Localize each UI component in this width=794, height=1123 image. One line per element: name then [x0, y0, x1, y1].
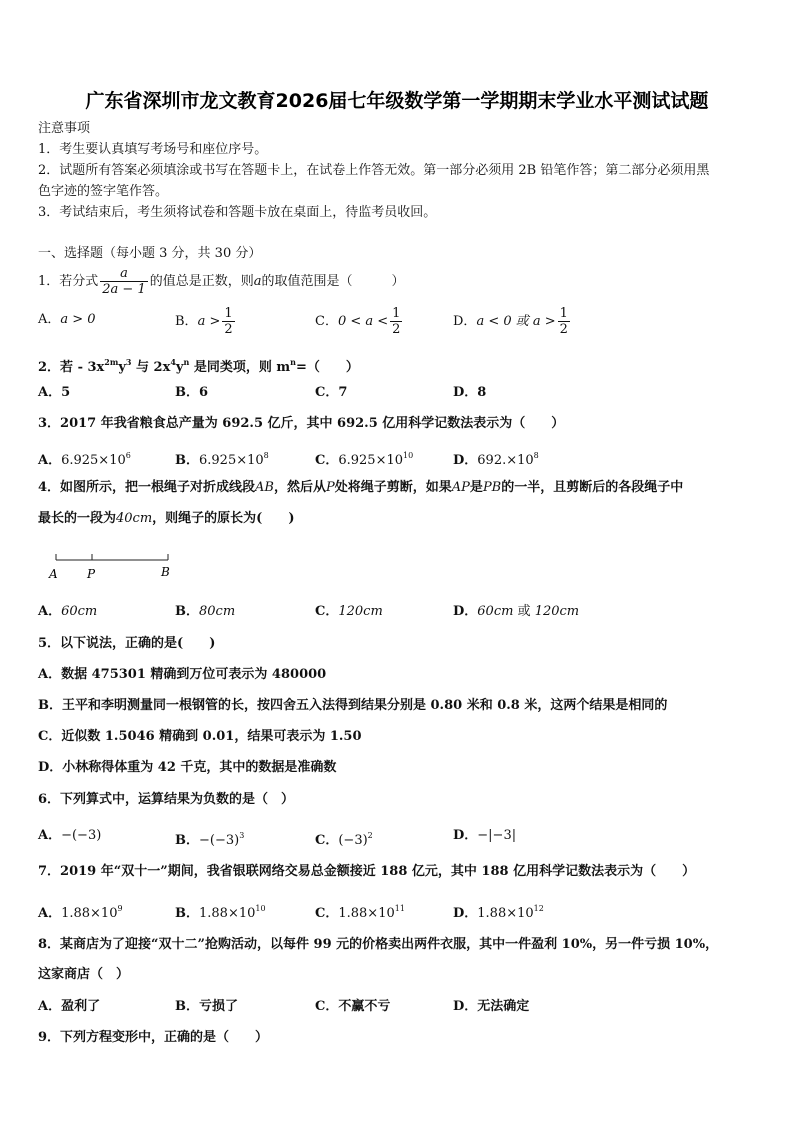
q7-option-a [38, 901, 123, 922]
q3-b-base: 6.925×10 [199, 453, 264, 468]
q6-d-text: −|−3| [477, 828, 517, 843]
q2-text-mid-3: y [175, 360, 184, 375]
q7-c-base: 1.88×10 [338, 906, 395, 921]
question-9: 9．下列方程变形中，正确的是（ ） [38, 1030, 269, 1045]
q7-c-exp: 11 [394, 904, 405, 913]
q7-b-exp: 10 [255, 904, 266, 913]
q7-b-base: 1.88×10 [199, 906, 256, 921]
q6-a-text: −(−3) [61, 828, 102, 843]
q4-d-label: D． [453, 604, 478, 619]
q5-option-b: B．王平和李明测量同一根钢管的长，按四舍五入法得到结果分别是 0.80 米和 0.8 米，这两个结果是相同的 [38, 698, 668, 713]
q2-text-mid-2: 与 2x [131, 360, 171, 375]
q1-mid: 的值总是正数，则 [149, 274, 254, 289]
q6-c-text: (−3) [338, 833, 368, 848]
q1-b-label: B． [175, 314, 198, 329]
q4-ap: AP [451, 480, 470, 495]
q7-a-label: A． [38, 906, 62, 921]
q5-option-d: D．小林称得体重为 42 千克，其中的数据是准确数 [38, 760, 337, 775]
q1-c-num: 1 [392, 306, 401, 321]
q3-option-b [175, 448, 269, 469]
q4-option-b [175, 604, 235, 620]
q1-c-fraction [390, 306, 402, 337]
q4-label-b: B [161, 565, 170, 579]
q4-line1-pre: 4．如图所示，把一根绳子对折成线段 [38, 480, 256, 495]
q3-option-a [38, 448, 131, 469]
q4-b-label: B． [175, 604, 199, 619]
q3-a-label: A． [38, 453, 62, 468]
q2-option-a: A．5 [38, 385, 71, 400]
q1-d-pre: a < 0 或 a > [476, 314, 556, 329]
q2-sup-4: n [183, 357, 190, 367]
q1-d-num: 1 [559, 306, 568, 321]
q3-b-label: B． [175, 453, 199, 468]
q4-d-text-2: 120cm [534, 604, 580, 619]
q4-d-or: 或 [513, 604, 535, 619]
q4-d-text-1: 60cm [477, 604, 514, 619]
q3-c-label: C． [315, 453, 339, 468]
q1-b-num: 1 [224, 306, 233, 321]
q4-label-p: P [87, 567, 96, 581]
q5-option-a: A．数据 475301 精确到万位可表示为 480000 [38, 667, 327, 682]
q6-d-label: D． [453, 828, 478, 843]
q2-text-pre: 2．若 - 3x [38, 360, 105, 375]
q2-text-end: =（ ） [295, 360, 359, 375]
q2-option-d: D．8 [453, 385, 487, 400]
q4-figure [44, 546, 184, 582]
q2-option-b: B．6 [175, 385, 209, 400]
q4-line2-end: ，则绳子的原长为( ) [152, 511, 295, 526]
q4-ab: AB [255, 480, 274, 495]
q1-prefix: 1．若分式 [38, 274, 99, 289]
q7-option-b [175, 901, 266, 922]
q1-option-d [453, 306, 572, 337]
q3-d-label: D． [453, 453, 478, 468]
q1-c-pre: 0 < a < [337, 314, 389, 329]
question-4-line-1 [38, 480, 683, 496]
q3-c-base: 6.925×10 [338, 453, 404, 468]
q3-b-exp: 8 [263, 451, 269, 460]
q1-d-fraction [558, 306, 570, 337]
q7-d-exp: 12 [533, 904, 544, 913]
q2-option-c: C．7 [315, 385, 348, 400]
q3-a-base: 6.925×10 [61, 453, 126, 468]
q2-text-mid-1: y [118, 360, 126, 375]
q1-frac-num: a [100, 266, 147, 282]
note-1: 1．考生要认真填写考场号和座位序号。 [38, 142, 268, 157]
q2-sup-2: 3 [125, 357, 132, 367]
q4-line1-mid2: 处将绳子剪断，如果 [334, 480, 452, 495]
q4-c-label: C． [315, 604, 339, 619]
q6-a-label: A． [38, 828, 62, 843]
section-heading: 一、选择题（每小题 3 分，共 30 分） [38, 246, 262, 261]
q8-option-a: A．盈利了 [38, 999, 101, 1014]
q2-sup-3: 4 [170, 357, 176, 367]
q1-d-den: 2 [559, 322, 568, 337]
q6-b-exp: 3 [239, 831, 245, 840]
q7-d-label: D． [453, 906, 478, 921]
q6-b-label: B． [175, 833, 199, 848]
q1-d-label: D． [453, 314, 477, 329]
question-8-line-1: 8．某商店为了迎接“双十二”抢购活动，以每件 99 元的价格卖出两件衣服，其中一件盈利 10%，另一件亏损 10%， [38, 937, 719, 952]
question-8-line-2: 这家商店（ ） [38, 967, 130, 982]
q4-b-text: 80cm [199, 604, 236, 619]
question-5: 5．以下说法，正确的是( ) [38, 636, 216, 651]
question-6: 6．下列算式中，运算结果为负数的是（ ） [38, 792, 295, 807]
q4-c-text: 120cm [338, 604, 383, 619]
q4-p: P [326, 480, 335, 495]
q4-line1-end: 的一半，且剪断后的各段绳子中 [501, 480, 684, 495]
q4-pb: PB [482, 480, 502, 495]
q8-option-c: C．不赢不亏 [315, 999, 391, 1014]
q1-suffix: 的取值范围是（ ） [261, 274, 405, 289]
q7-d-base: 1.88×10 [477, 906, 534, 921]
q1-b-pre: a > [197, 314, 221, 329]
question-2 [38, 354, 359, 376]
q1-option-c [315, 306, 404, 337]
notes-heading: 注意事项 [38, 121, 91, 136]
q1-fraction [100, 266, 147, 297]
q6-c-label: C． [315, 833, 339, 848]
q4-line1-mid3: 是 [469, 480, 483, 495]
question-4-line-2 [38, 511, 294, 527]
note-2-line-2: 色字迹的签字笔作答。 [38, 184, 169, 199]
q3-d-base: 692.×10 [477, 453, 534, 468]
q4-option-a [38, 604, 97, 620]
q1-c-den: 2 [392, 322, 401, 337]
q1-option-a [38, 312, 96, 328]
q6-option-b [175, 828, 244, 849]
note-2-line-1: 2．试题所有答案必须填涂或书写在答题卡上，在试卷上作答无效。第一部分必须用 2B 铅笔作答；第二部分必须用黑 [38, 163, 710, 178]
q3-c-exp: 10 [403, 451, 414, 460]
q1-b-fraction [222, 306, 234, 337]
q3-a-exp: 6 [125, 451, 131, 460]
q4-len: 40cm [116, 511, 153, 526]
q2-text-mid-4: 是同类项，则 m [189, 360, 291, 375]
q4-option-c [315, 604, 383, 620]
q1-c-label: C． [315, 314, 338, 329]
q8-option-b: B．亏损了 [175, 999, 238, 1014]
q7-option-c [315, 901, 405, 922]
note-3: 3．考试结束后，考生须将试卷和答题卡放在桌面上，待监考员收回。 [38, 205, 437, 220]
q6-option-c [315, 828, 373, 849]
q5-option-c: C．近似数 1.5046 精确到 0.01，结果可表示为 1.50 [38, 729, 362, 744]
q7-a-base: 1.88×10 [61, 906, 118, 921]
q1-b-den: 2 [224, 322, 233, 337]
q6-option-a [38, 828, 101, 844]
q4-label-a: A [49, 567, 58, 581]
q3-option-d [453, 448, 539, 469]
q1-var: a [253, 274, 262, 289]
q7-option-d [453, 901, 544, 922]
q1-frac-den: 2a − 1 [102, 282, 146, 297]
q1-a-text: a > 0 [60, 312, 96, 327]
question-7: 7．2019 年“双十一”期间，我省银联网络交易总金额接近 188 亿元，其中 188 亿用科学记数法表示为（ ） [38, 864, 696, 879]
q6-b-text: −(−3) [199, 833, 240, 848]
q7-a-exp: 9 [117, 904, 123, 913]
question-3: 3．2017 年我省粮食总产量为 692.5 亿斤，其中 692.5 亿用科学记数法表示为（ ） [38, 416, 565, 431]
q2-sup-1: 2m [104, 357, 119, 367]
q8-option-d: D．无法确定 [453, 999, 530, 1014]
q4-line1-mid1: ，然后从 [274, 480, 327, 495]
q3-option-c [315, 448, 413, 469]
q1-a-label: A． [38, 312, 61, 327]
q3-d-exp: 8 [533, 451, 539, 460]
q7-b-label: B． [175, 906, 199, 921]
question-1 [38, 266, 405, 297]
q4-option-d [453, 604, 579, 620]
exam-title: 广东省深圳市龙文教育2026届七年级数学第一学期期末学业水平测试试题 [85, 90, 709, 112]
q2-sup-5: n [290, 357, 296, 367]
q7-c-label: C． [315, 906, 339, 921]
q6-c-exp: 2 [367, 831, 373, 840]
q4-line2-pre: 最长的一段为 [38, 511, 117, 526]
q4-a-label: A． [38, 604, 62, 619]
q1-option-b [175, 306, 237, 337]
q4-a-text: 60cm [61, 604, 98, 619]
q6-option-d [453, 828, 516, 844]
